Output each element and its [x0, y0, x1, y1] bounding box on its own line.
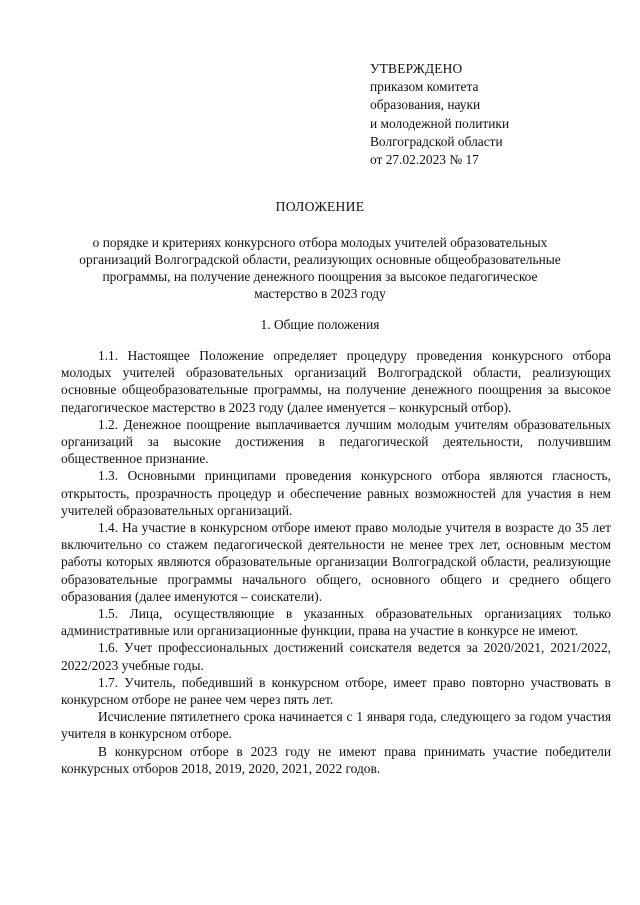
- approval-line: от 27.02.2023 № 17: [370, 152, 479, 168]
- subtitle-line: организаций Волгоградской области, реализующих основные общеобразовательные: [79, 252, 561, 267]
- paragraph: 1.1. Настоящее Положение определяет процедуру проведения конкурсного отбора молодых учителей образовательных организаций Волгоградской области, реализующих основные общеобразовательные программы, на получение денежного поощрения за высокое педагогическое мастерство в 2023 году (далее именуется – конкурсный отбор).: [61, 348, 611, 415]
- paragraph: 1.2. Денежное поощрение выплачивается лучшим молодым учителям образовательных организаций за высокие достижения в педагогической деятельности, получившим общественное признание.: [61, 416, 611, 467]
- paragraph: 1.4. На участие в конкурсном отборе имеют право молодые учителя в возрасте до 35 лет включительно со стажем педагогической деятельности не менее трех лет, основным местом работы которых являются образовательные организации Волгоградской области, реализующие образовательные программы начального общего, основного общего и среднего общего образования (далее именуются – соискатели).: [61, 520, 611, 604]
- document-body: [61, 347, 611, 777]
- section-heading: 1. Общие положения: [260, 317, 380, 332]
- paragraph: 1.7. Учитель, победивший в конкурсном отборе, имеет право повторно участвовать в конкурсном отборе не ранее чем через пять лет.: [61, 674, 611, 708]
- approval-line: приказом комитета: [370, 79, 479, 95]
- paragraph: 1.5. Лица, осуществляющие в указанных образовательных организациях только административные или организационные функции, права на участие в конкурсе не имеют.: [61, 606, 611, 639]
- paragraph: 1.6. Учет профессиональных достижений соискателя ведется за 2020/2021, 2021/2022, 2022/2023 учебные годы.: [61, 640, 611, 673]
- paragraph: В конкурсном отборе в 2023 году не имеют права принимать участие победители конкурсных отборов 2018, 2019, 2020, 2021, 2022 годов.: [61, 743, 611, 776]
- subtitle-line: о порядке и критериях конкурсного отбора молодых учителей образовательных: [92, 235, 548, 250]
- approval-heading: УТВЕРЖДЕНО: [370, 61, 463, 76]
- subtitle-line: программы, на получение денежного поощрения за высокое педагогическое: [102, 269, 538, 284]
- approval-line: и молодежной политики: [370, 115, 510, 131]
- approval-line: образования, науки: [370, 97, 481, 113]
- document-subtitle: [60, 234, 580, 302]
- paragraph: Исчисление пятилетнего срока начинается с 1 января года, следующего за годом участия учителя в конкурсном отборе.: [61, 709, 611, 742]
- approval-line: Волгоградской области: [370, 133, 503, 149]
- paragraph: 1.3. Основными принципами проведения конкурсного отбора являются гласность, открытость, прозрачность процедур и обеспечение равных возможностей для участия в нем учителей образовательных организаций.: [61, 468, 611, 518]
- document-title: ПОЛОЖЕНИЕ: [275, 199, 365, 214]
- approval-block: [370, 60, 509, 169]
- subtitle-line: мастерство в 2023 году: [254, 286, 386, 301]
